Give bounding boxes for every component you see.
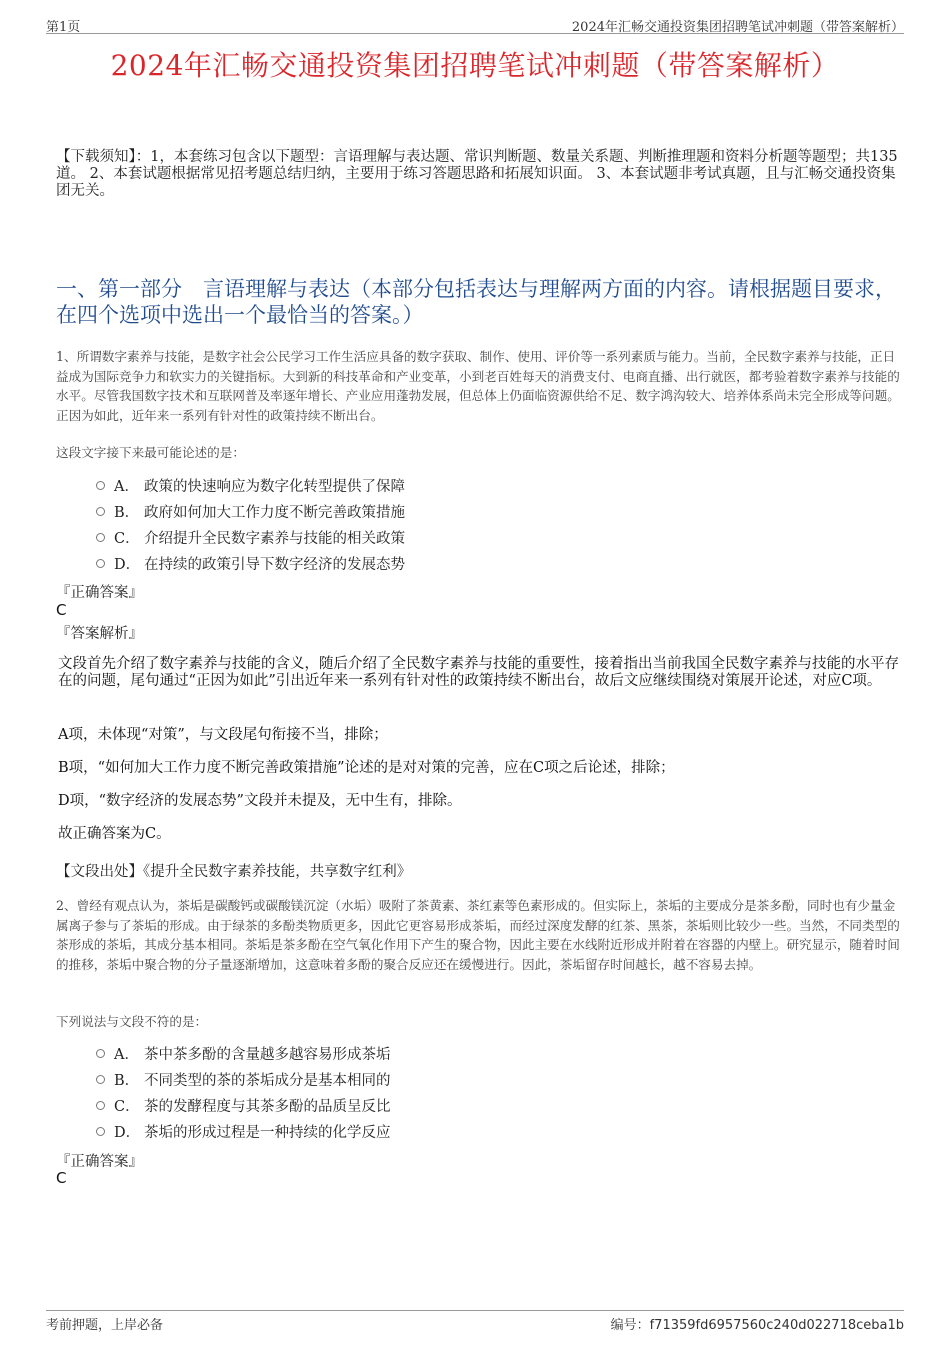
option-text: 茶的发酵程度与其茶多酚的品质呈反比 bbox=[144, 1098, 391, 1115]
question-1-source: 【文段出处】《提升全民数字素养技能，共享数字红利》 bbox=[56, 864, 412, 880]
option-text: 茶垢的形成过程是一种持续的化学反应 bbox=[144, 1124, 391, 1141]
download-notice: 【下载须知】：1，本套练习包含以下题型：言语理解与表达题、常识判断题、数量关系题、判断推理题和资料分析题等题型；共135道。 2、本套试题根据常见招考题总结归纳，主要用于练习答题思路和拓展知识面。 3、本套试题非考试真题，且与汇畅交通投资集团无关。 bbox=[56, 149, 898, 199]
footer-rule bbox=[46, 1310, 904, 1311]
footer-code-value: f71359fd6957560c240d022718ceba1b bbox=[649, 1318, 904, 1333]
option-letter: B． bbox=[114, 1072, 140, 1089]
question-1-answer-label: 『正确答案』 bbox=[56, 585, 143, 601]
question-1-analysis-main: 文段首先介绍了数字素养与技能的含义，随后介绍了全民数字素养与技能的重要性，接着指出当前我国全民数字素养与技能的水平存在的问题，尾句通过“正因为如此”引出近年来一系列有针对性的政策持续不断出台，故后文应继续围绕对策展开论述，对应C项。 bbox=[58, 656, 899, 689]
question-2-prompt: 下列说法与文段不符的是： bbox=[56, 1014, 208, 1029]
radio-icon[interactable] bbox=[96, 1127, 105, 1136]
question-1-analysis-b: B项，“如何加大工作力度不断完善政策措施”论述的是对对策的完善，应在C项之后论述，排除； bbox=[58, 760, 675, 776]
option-text: 茶中茶多酚的含量越多越容易形成茶垢 bbox=[144, 1046, 391, 1063]
option-text: 政府如何加大工作力度不断完善政策措施 bbox=[144, 504, 405, 521]
question-1-prompt: 这段文字接下来最可能论述的是： bbox=[56, 445, 245, 460]
question-1-option-c[interactable] bbox=[96, 526, 405, 548]
question-2-option-d[interactable] bbox=[96, 1120, 391, 1142]
header-rule bbox=[46, 33, 904, 34]
option-letter: A． bbox=[114, 1046, 139, 1063]
question-1-option-a[interactable] bbox=[96, 474, 405, 496]
question-1-analysis-d: D项，“数字经济的发展态势”文段并未提及，无中生有，排除。 bbox=[58, 793, 462, 809]
option-text: 在持续的政策引导下数字经济的发展态势 bbox=[144, 556, 405, 573]
question-1-analysis-label: 『答案解析』 bbox=[56, 626, 143, 642]
radio-icon[interactable] bbox=[96, 1049, 105, 1058]
question-1-answer: C bbox=[56, 601, 67, 619]
question-2-answer: C bbox=[56, 1169, 67, 1187]
question-2-option-c[interactable] bbox=[96, 1094, 391, 1116]
option-letter: D． bbox=[114, 1124, 141, 1141]
radio-icon[interactable] bbox=[96, 481, 105, 490]
radio-icon[interactable] bbox=[96, 533, 105, 542]
footer-slogan: 考前押题，上岸必备 bbox=[46, 1318, 164, 1333]
option-letter: D． bbox=[114, 556, 141, 573]
section-heading: 一、第一部分 言语理解与表达（本部分包括表达与理解两方面的内容。请根据题目要求，在四个选项中选出一个最恰当的答案。） bbox=[56, 277, 896, 327]
question-2-stem: 2、曾经有观点认为，茶垢是碳酸钙或碳酸镁沉淀（水垢）吸附了茶黄素、茶红素等色素形成的。但实际上，茶垢的主要成分是茶多酚，同时也有少量金属离子参与了茶垢的形成。由于绿茶的多酚类物质更多，因此它更容易形成茶垢，而经过深度发酵的红茶、黑茶，茶垢则比较少一些。当然，不同类型的茶形成的茶垢，其成分基本相同。茶垢是茶多酚在空气氧化作用下产生的聚合物，因此主要在水线附近形成并附着在容器的内壁上。研究显示，随着时间的推移，茶垢中聚合物的分子量逐渐增加，这意味着多酚的聚合反应还在缓慢进行。因此，茶垢留存时间越长，越不容易去掉。 bbox=[56, 898, 900, 972]
question-2-answer-label: 『正确答案』 bbox=[56, 1154, 143, 1170]
question-1-option-d[interactable] bbox=[96, 552, 405, 574]
header-doc-title: 2024年汇畅交通投资集团招聘笔试冲刺题（带答案解析） bbox=[571, 20, 904, 35]
option-letter: B． bbox=[114, 504, 140, 521]
question-1-stem: 1、所谓数字素养与技能，是数字社会公民学习工作生活应具备的数字获取、制作、使用、评价等一系列素质与能力。当前，全民数字素养与技能，正日益成为国际竞争力和软实力的关键指标。大到新的科技革命和产业变革，小到老百姓每天的消费支付、电商直播、出行就医，都考验着数字素养与技能的水平。尽管我国数字技术和互联网普及率逐年增长、产业应用蓬勃发展，但总体上仍面临资源供给不足、数字鸿沟较大、培养体系尚未完全形成等问题。正因为如此，近年来一系列有针对性的政策持续不断出台。 bbox=[56, 349, 900, 423]
footer-code bbox=[611, 1314, 904, 1333]
option-text: 介绍提升全民数字素养与技能的相关政策 bbox=[144, 530, 405, 547]
radio-icon[interactable] bbox=[96, 1101, 105, 1110]
radio-icon[interactable] bbox=[96, 559, 105, 568]
radio-icon[interactable] bbox=[96, 507, 105, 516]
page-title: 2024年汇畅交通投资集团招聘笔试冲刺题（带答案解析） bbox=[110, 49, 840, 82]
question-2-option-b[interactable] bbox=[96, 1068, 391, 1090]
page-number: 第1页 bbox=[46, 20, 81, 35]
option-letter: C． bbox=[114, 1098, 140, 1115]
option-text: 政策的快速响应为数字化转型提供了保障 bbox=[144, 478, 405, 495]
footer-code-label: 编号： bbox=[610, 1318, 650, 1333]
option-text: 不同类型的茶的茶垢成分是基本相同的 bbox=[144, 1072, 391, 1089]
option-letter: A． bbox=[114, 478, 139, 495]
question-1-analysis-conclusion: 故正确答案为C。 bbox=[58, 826, 171, 842]
question-1-option-b[interactable] bbox=[96, 500, 405, 522]
radio-icon[interactable] bbox=[96, 1075, 105, 1084]
question-2-option-a[interactable] bbox=[96, 1042, 391, 1064]
option-letter: C． bbox=[114, 530, 140, 547]
question-1-analysis-a: A项，未体现“对策”，与文段尾句衔接不当，排除； bbox=[58, 727, 388, 743]
